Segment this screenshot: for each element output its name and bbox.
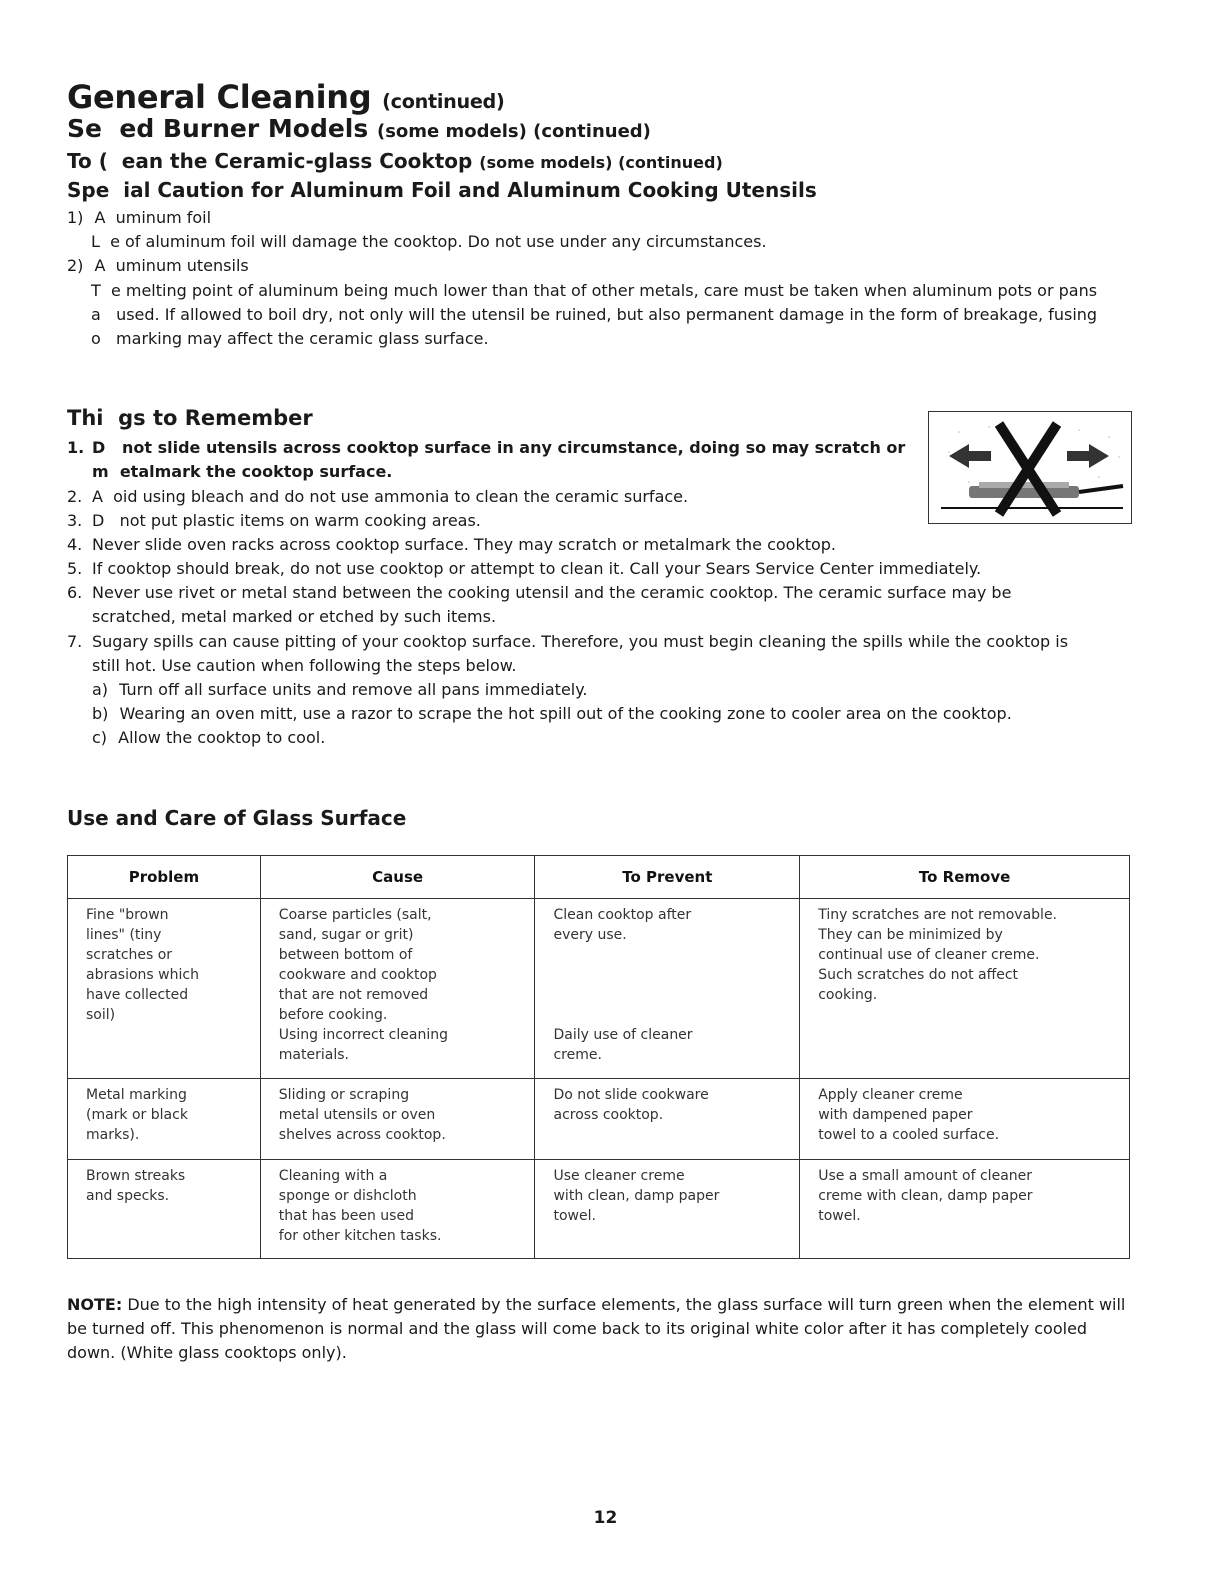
remember-item-2 (67, 485, 689, 509)
subitem-letter: c) (92, 728, 108, 747)
cell-line: Use cleaner creme (553, 1168, 685, 1184)
remember-item-number: 3. (67, 511, 83, 530)
remember-item-7 (67, 630, 1069, 654)
cell-line: lines" (tiny (86, 927, 162, 943)
caution-heading: Spe ial Caution for Aluminum Foil and Aluminum Cooking Utensils (67, 178, 817, 202)
remember-item-line: Never use rivet or metal stand between the cooking utensil and the ceramic cooktop. The ceramic surface may be (92, 583, 1012, 602)
subitem-letter: a) (92, 680, 109, 699)
cell-line: marks). (86, 1127, 140, 1143)
remember-item-1 (67, 436, 906, 460)
remember-item-6 (67, 581, 1012, 605)
subitem-text: Wearing an oven mitt, use a razor to scrape the hot spill out of the cooking zone to cooler area on the cooktop. (119, 704, 1012, 723)
glass-care-table (67, 855, 1130, 1259)
cell-line: Daily use of cleaner (553, 1027, 693, 1043)
section-heading-text: Se ed Burner Models (67, 114, 369, 143)
page-title-suffix: (continued) (382, 90, 505, 113)
cell-line: with dampened paper (818, 1107, 973, 1123)
column-header-problem: Problem (68, 856, 261, 899)
cell-line: Fine "brown (86, 907, 169, 923)
cell-line: Using incorrect cleaning (278, 1027, 448, 1043)
note-label: NOTE: (67, 1295, 123, 1314)
cell-line: towel. (553, 1208, 596, 1224)
cell-line: scratches or (86, 947, 173, 963)
cell-line: before cooking. (278, 1007, 388, 1023)
remember-item-number: 7. (67, 632, 83, 651)
prevent-cell (535, 1160, 800, 1259)
cell-line: that are not removed (278, 987, 429, 1003)
page-number: 12 (593, 1508, 618, 1528)
note-text: Due to the high intensity of heat generated by the surface elements, the glass surface will turn green when the element will be turned off. This phenomenon is normal and the glass will come back to its original white color after it has completely cooled down. (White glass cooktops only). (67, 1295, 1126, 1362)
cell-line: Brown streaks (86, 1168, 186, 1184)
page-title (67, 78, 504, 116)
cell-line: Metal marking (86, 1087, 187, 1103)
remove-cell (800, 1160, 1130, 1259)
remember-item-number: 2. (67, 487, 83, 506)
cell-line: for other kitchen tasks. (278, 1228, 442, 1244)
subsection-heading-text: To ( ean the Ceramic-glass Cooktop (67, 149, 473, 173)
caution-item-line: a used. If allowed to boil dry, not only will the utensil be ruined, but also permanent damage in the form of breakage, fusing (91, 305, 1098, 324)
remember-heading: Thi gs to Remember (67, 406, 313, 430)
cell-line: towel to a cooled surface. (818, 1127, 1000, 1143)
prevent-cell (535, 1079, 800, 1160)
remember-subitem-a (92, 678, 588, 702)
cell-line: Do not slide cookware (553, 1087, 709, 1103)
cell-line: Such scratches do not affect (818, 967, 1019, 983)
cell-line: Sliding or scraping (278, 1087, 410, 1103)
prevent-cell (535, 899, 800, 1079)
cell-line: with clean, damp paper (553, 1188, 720, 1204)
cell-line: every use. (553, 927, 627, 943)
cell-line: shelves across cooktop. (278, 1127, 446, 1143)
caution-item-number: 2) (67, 256, 84, 275)
no-slide-pan-icon (929, 412, 1131, 523)
remember-item-line: m etalmark the cooktop surface. (92, 462, 393, 481)
remember-item-number: 6. (67, 583, 83, 602)
remember-item-line: If cooktop should break, do not use cooktop or attempt to clean it. Call your Sears Service Center immediately. (92, 559, 982, 578)
cell-line: cooking. (818, 987, 878, 1003)
cell-line: continual use of cleaner creme. (818, 947, 1040, 963)
remember-item-line: A oid using bleach and do not use ammonia to clean the ceramic surface. (92, 487, 689, 506)
subitem-letter: b) (92, 704, 109, 723)
subitem-text: Allow the cooktop to cool. (118, 728, 326, 747)
cell-line: creme. (553, 1047, 602, 1063)
remember-item-line: scratched, metal marked or etched by such items. (92, 607, 497, 626)
cell-line: materials. (278, 1047, 349, 1063)
remember-subitem-b (92, 702, 1012, 726)
cell-line: have collected (86, 987, 189, 1003)
subsection-heading-suffix: (some models) (continued) (479, 153, 723, 172)
cause-cell (260, 1160, 535, 1259)
cell-line: They can be minimized by (818, 927, 1003, 943)
cell-line: metal utensils or oven (278, 1107, 436, 1123)
caution-item-title: A uminum utensils (94, 256, 249, 275)
table-row (68, 899, 1130, 1079)
table-header-row (68, 856, 1130, 899)
cell-line: Cleaning with a (278, 1168, 388, 1184)
cell-line: Use a small amount of cleaner (818, 1168, 1033, 1184)
remember-item-line: Sugary spills can cause pitting of your cooktop surface. Therefore, you must begin cleaning the spills while the cooktop is (92, 632, 1069, 651)
cell-line: Apply cleaner creme (818, 1087, 963, 1103)
problem-cell (68, 1160, 261, 1259)
cell-line: sand, sugar or grit) (278, 927, 414, 943)
caution-item-2 (67, 254, 249, 278)
cell-line: cookware and cooktop (278, 967, 437, 983)
table-row (68, 1079, 1130, 1160)
page-title-text: General Cleaning (67, 78, 372, 116)
subitem-text: Turn off all surface units and remove all pans immediately. (119, 680, 588, 699)
no-sliding-illustration (928, 411, 1132, 524)
caution-item-title: A uminum foil (94, 208, 212, 227)
problem-cell (68, 1079, 261, 1160)
remember-item-line: Never slide oven racks across cooktop surface. They may scratch or metalmark the cooktop. (92, 535, 837, 554)
cell-line: and specks. (86, 1188, 170, 1204)
remember-subitem-c (92, 726, 325, 750)
remember-item-3 (67, 509, 481, 533)
caution-item-line: T e melting point of aluminum being much lower than that of other metals, care must be taken when aluminum pots or pans (91, 281, 1098, 300)
remember-item-number: 5. (67, 559, 83, 578)
cell-line: between bottom of (278, 947, 413, 963)
cause-cell (260, 899, 535, 1079)
remember-item-line: D not slide utensils across cooktop surface in any circumstance, doing so may scratch or (92, 438, 906, 457)
cell-line: that has been used (278, 1208, 414, 1224)
remember-item-5 (67, 557, 982, 581)
section-heading (67, 114, 651, 143)
caution-item-number: 1) (67, 208, 84, 227)
cell-line: across cooktop. (553, 1107, 664, 1123)
remember-item-number: 1. (67, 438, 85, 457)
cause-cell (260, 1079, 535, 1160)
table-row (68, 1160, 1130, 1259)
note-paragraph (67, 1293, 1132, 1365)
remember-item-number: 4. (67, 535, 83, 554)
remember-item-line: D not put plastic items on warm cooking areas. (92, 511, 481, 530)
column-header-remove: To Remove (800, 856, 1130, 899)
remember-item-line: still hot. Use caution when following the steps below. (92, 656, 517, 675)
cell-line: abrasions which (86, 967, 199, 983)
caution-item-line: o marking may affect the ceramic glass surface. (91, 329, 489, 348)
cell-line: Coarse particles (salt, (278, 907, 432, 923)
remove-cell (800, 899, 1130, 1079)
column-header-prevent: To Prevent (535, 856, 800, 899)
remember-item-4 (67, 533, 837, 557)
glass-section-heading: Use and Care of Glass Surface (67, 806, 407, 830)
cell-line: (mark or black (86, 1107, 188, 1123)
caution-item-text: L e of aluminum foil will damage the cooktop. Do not use under any circumstances. (91, 232, 767, 251)
caution-item-1 (67, 206, 211, 230)
cell-line: sponge or dishcloth (278, 1188, 417, 1204)
cell-line: creme with clean, damp paper (818, 1188, 1033, 1204)
problem-cell (68, 899, 261, 1079)
cell-line: Tiny scratches are not removable. (818, 907, 1058, 923)
cell-line: Clean cooktop after (553, 907, 692, 923)
section-heading-suffix: (some models) (continued) (376, 121, 651, 142)
cell-line: towel. (818, 1208, 861, 1224)
cell-line: soil) (86, 1007, 116, 1023)
remove-cell (800, 1079, 1130, 1160)
column-header-cause: Cause (260, 856, 535, 899)
subsection-heading (67, 149, 723, 173)
